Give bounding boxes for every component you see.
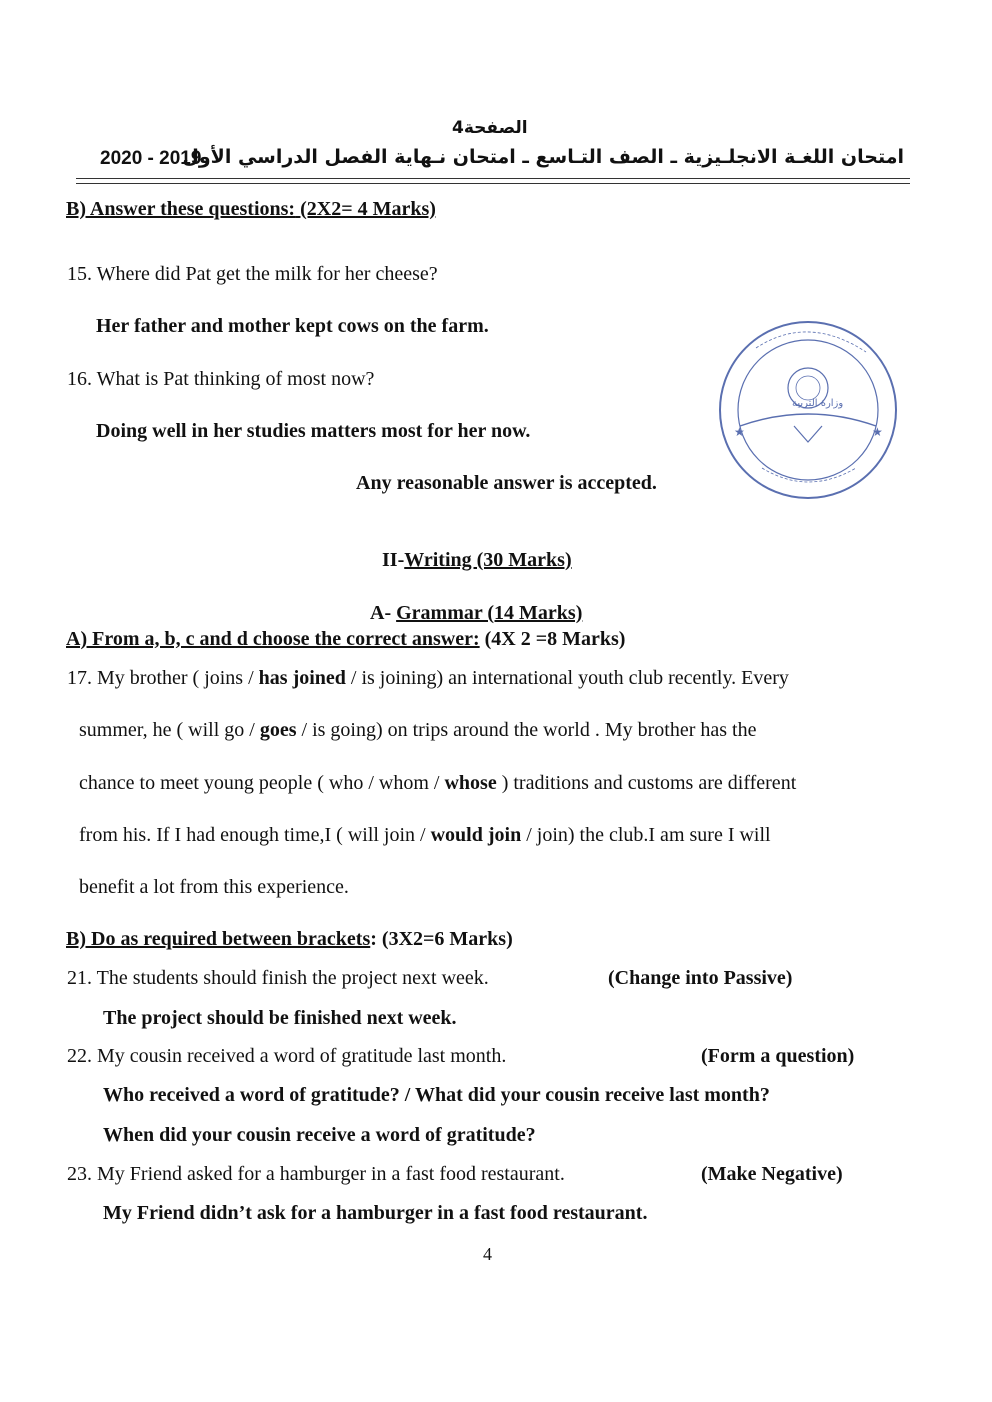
question-23-instruction: (Make Negative): [701, 1163, 843, 1185]
answer-22-a: Who received a word of gratitude? / What did your cousin receive last month?: [103, 1084, 770, 1106]
question-17-line: [79, 824, 771, 847]
reasonable-answer-note: Any reasonable answer is accepted.: [356, 472, 657, 494]
stamp-label: وزارة التربية: [792, 398, 844, 409]
question-22: 22. My cousin received a word of gratitude last month.: [67, 1045, 507, 1067]
header-rule-top: [76, 178, 910, 179]
grammar-part-b-heading-main: B) Do as required between brackets: [66, 928, 371, 950]
question-16: 16. What is Pat thinking of most now?: [67, 368, 375, 390]
question-22-instruction: (Form a question): [701, 1045, 855, 1067]
passage-text: from his. If I had enough time,I ( will join /: [79, 824, 431, 846]
question-23: 23. My Friend asked for a hamburger in a fast food restaurant.: [67, 1163, 565, 1185]
grammar-heading: [370, 602, 582, 625]
grammar-prefix: A-: [370, 602, 397, 624]
answer-23: My Friend didn’t ask for a hamburger in a fast food restaurant.: [103, 1202, 648, 1224]
grammar-part-a-heading: [66, 628, 625, 651]
grammar-part-a-heading-main: A) From a, b, c and d choose the correct answer:: [66, 628, 480, 650]
question-15: 15. Where did Pat get the milk for her cheese?: [67, 263, 438, 285]
writing-title: Writing (30 Marks): [404, 549, 572, 571]
grammar-part-b-heading-marks: : (3X2=6 Marks): [370, 928, 513, 950]
passage-text: chance to meet young people ( who / whom /: [79, 772, 445, 794]
exam-year: 2020 - 2019: [100, 148, 202, 169]
passage-text: / join) the club.I am sure I will: [521, 824, 771, 846]
question-17-line: [79, 719, 756, 742]
question-21-instruction: (Change into Passive): [608, 967, 793, 989]
correct-choice: goes: [259, 719, 297, 741]
answer-22-b: When did your cousin receive a word of gratitude?: [103, 1124, 536, 1146]
correct-choice: whose: [444, 772, 497, 794]
section-b-heading: [66, 198, 436, 221]
writing-heading: [382, 549, 572, 572]
grammar-part-b-heading: [66, 928, 513, 951]
passage-text: / is going) on trips around the world . My brother has the: [296, 719, 757, 741]
correct-choice: has joined: [258, 667, 346, 689]
stamp-star-right: ★: [872, 425, 883, 439]
official-stamp: [716, 318, 900, 502]
section-b-heading-main: B) Answer these questions:: [66, 198, 296, 220]
answer-15: Her father and mother kept cows on the farm.: [96, 315, 489, 337]
page-label: الصفحة4: [452, 118, 528, 138]
question-17-line: [79, 772, 796, 795]
question-17-line: [79, 876, 349, 899]
question-17-line: [67, 667, 789, 690]
passage-text: ) traditions and customs are different: [496, 772, 797, 794]
grammar-title: Grammar (14 Marks): [396, 602, 583, 624]
stamp-graphic: [720, 322, 896, 498]
section-b-heading-marks: (2X2= 4 Marks): [295, 198, 436, 220]
passage-text: / is joining) an international youth club recently. Every: [345, 667, 789, 689]
header-rule-bottom: [76, 183, 910, 184]
writing-prefix: II-: [382, 549, 405, 571]
passage-text: benefit a lot from this experience.: [79, 876, 349, 898]
question-21: 21. The students should finish the project next week.: [67, 967, 489, 989]
passage-text: summer, he ( will go /: [79, 719, 260, 741]
correct-choice: would join: [430, 824, 522, 846]
stamp-star-left: ★: [734, 425, 745, 439]
answer-21: The project should be finished next week.: [103, 1007, 457, 1029]
page-number: 4: [483, 1244, 492, 1264]
exam-title: امتحان اللغـة الانجلـيزية ـ الصف التـاسع ـ امتحان نـهاية الفصل الدراسي الأول: [182, 146, 904, 168]
grammar-part-a-heading-marks: (4X 2 =8 Marks): [479, 628, 626, 650]
answer-16: Doing well in her studies matters most for her now.: [96, 420, 531, 442]
passage-text: 17. My brother ( joins /: [67, 667, 259, 689]
